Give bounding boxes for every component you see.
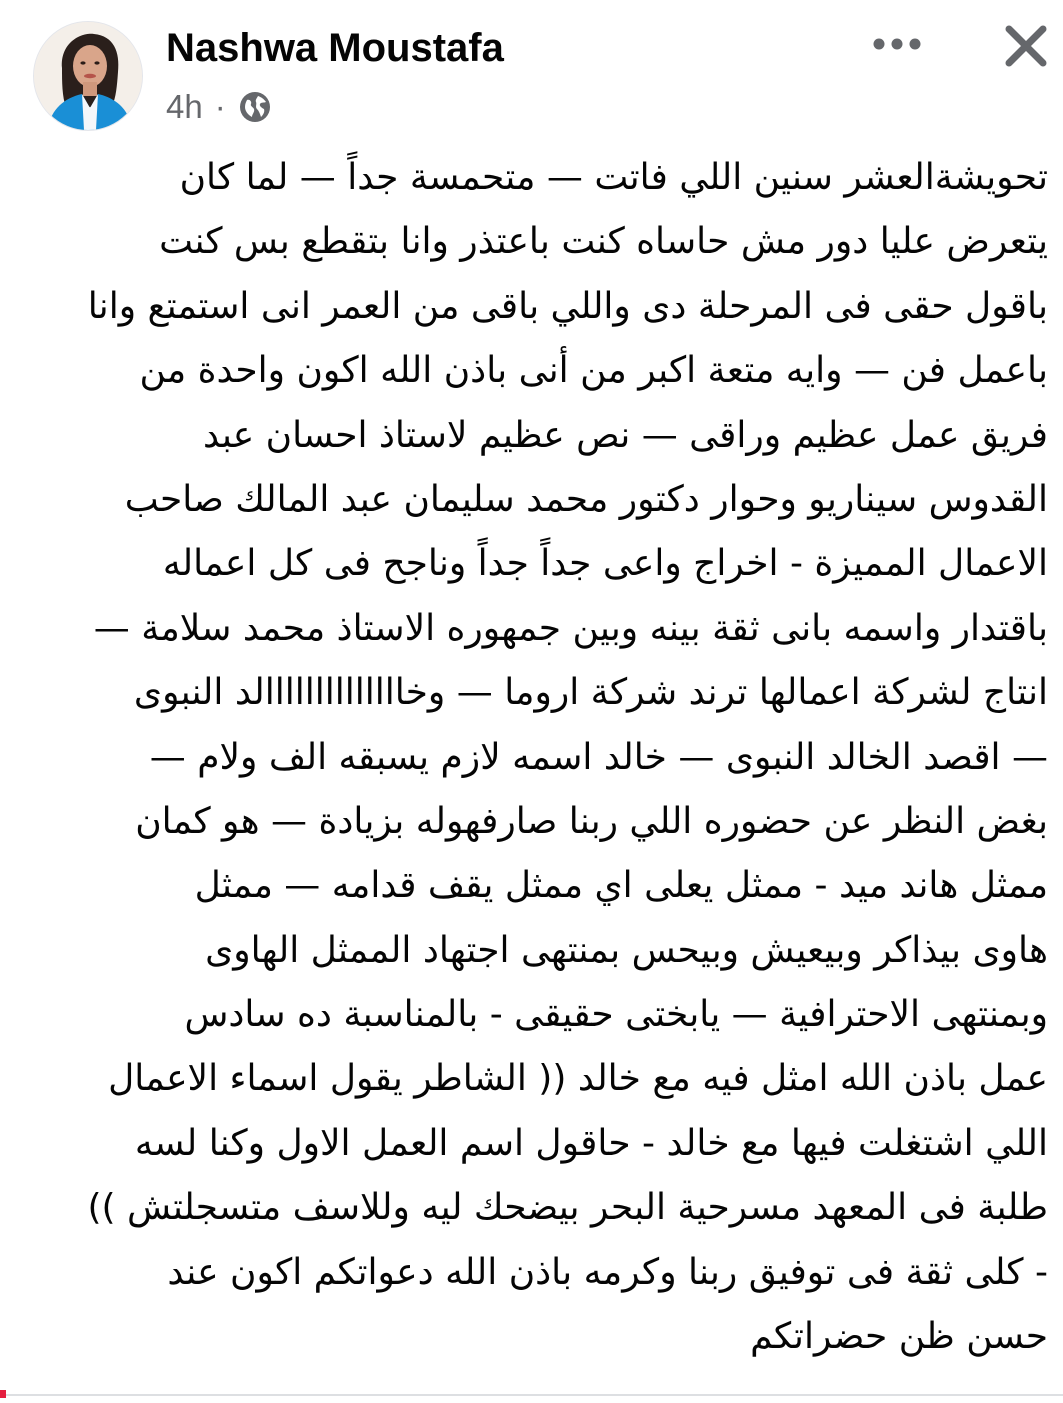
more-horizontal-icon (872, 37, 922, 51)
post-text-line: وبمنتهى الاحترافية — يابختى حقيقى - بالمناسبة ده سادس (184, 994, 1048, 1036)
post-text-line: طلبة فى المعهد مسرحية البحر بيضحك ليه وللاسف متسجلتش )) (87, 1187, 1048, 1229)
post-text-line: القدوس سيناريو وحوار دكتور محمد سليمان عبد المالك صاحب (124, 478, 1048, 520)
globe-icon[interactable] (238, 90, 272, 124)
post-text-line: الاعمال المميزة - اخراج واعى جداً جداً وناجح فى كل اعماله (162, 543, 1048, 585)
post-text-line: اللي اشتغلت فيها مع خالد - حاقول اسم العمل الاول وكنا لسه (134, 1122, 1048, 1164)
post-text-line: — اقصد الخالد النبوى — خالد اسمه لازم يسبقه الف ولام — (149, 736, 1048, 778)
meta-separator: · (214, 88, 226, 125)
post-text-line: فريق عمل عظيم وراقى — نص عظيم لاستاذ احسان عبد (202, 414, 1048, 456)
author-avatar[interactable] (34, 22, 142, 130)
post-text-line: يتعرض عليا دور مش حاساه كنت باعتذر وانا بتقطع بس كنت (159, 221, 1048, 263)
post-text-line: باقتدار واسمه بانى ثقة بينه وبين جمهوره الاستاذ محمد سلامة — (93, 607, 1048, 649)
close-icon (1004, 24, 1048, 68)
post-text-line: حسن ظن حضراتكم (750, 1316, 1048, 1358)
close-button[interactable] (994, 14, 1058, 78)
post-text-line: ممثل هاند ميد - ممثل يعلى اي ممثل يقف قدامه — ممثل (194, 865, 1048, 907)
post-timestamp[interactable]: 4h (166, 88, 203, 125)
post-text-line: تحويشةالعشر سنين اللي فاتت — متحمسة جداً — لما كان (179, 157, 1048, 198)
more-options-button[interactable] (862, 22, 932, 66)
post-text-line: بغض النظر عن حضوره اللي ربنا صارفهوله بزيادة — هو كمان (135, 800, 1048, 842)
edge-marker (0, 1390, 6, 1398)
post-text-line: باقول حقى فى المرحلة دى واللي باقى من العمر انى استمتع وانا (87, 285, 1048, 327)
author-name[interactable]: Nashwa Moustafa (166, 26, 504, 70)
author-photo (34, 22, 142, 130)
post-text-line: انتاج لشركة اعمالها ترند شركة اروما — وخاااااااااااااالد النبوى (133, 672, 1048, 714)
divider (0, 1394, 1063, 1396)
post-text-line: باعمل فن — وايه متعة اكبر من أنى باذن الله اكون واحدة من (139, 350, 1048, 392)
post-meta (166, 86, 272, 128)
post-body (20, 146, 1048, 1369)
post-text-line: - كلى ثقة فى توفيق ربنا وكرمه باذن الله دعواتكم اكون عند (167, 1251, 1048, 1293)
post-text-line: هاوى بيذاكر وبيعيش وبيحس بمنتهى اجتهاد الممثل الهاوى (205, 929, 1048, 971)
post-text-line: عمل باذن الله امثل فيه مع خالد (( الشاطر يقول اسماء الاعمال (108, 1058, 1048, 1100)
